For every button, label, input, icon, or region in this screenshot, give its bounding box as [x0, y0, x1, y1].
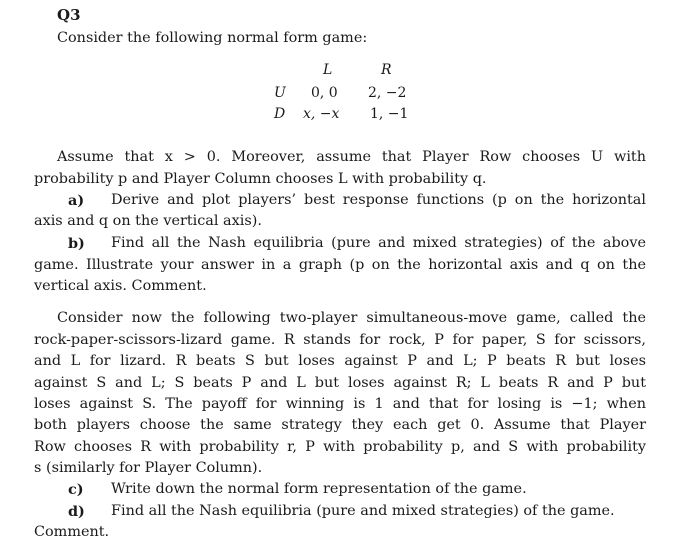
para2-line: and L for lizard. R beats S but loses against P and L; P beats R but loses	[34, 353, 646, 369]
part-c-text: Write down the normal form representation of the game.	[111, 481, 527, 497]
para2-line: against S and L; S beats P and L but loses against R; L beats R and P but	[34, 375, 646, 391]
para2-line: rock-paper-scissors-lizard game. R stands for rock, P for paper, S for scissors,	[34, 332, 646, 348]
part-d-text: Find all the Nash equilibria (pure and mixed strategies) of the game.	[111, 503, 615, 519]
cell-d-r: 1, −1	[370, 106, 409, 122]
part-a-label: a)	[68, 192, 85, 209]
para2-line: Consider now the following two-player simultaneous-move game, called the	[57, 310, 646, 326]
part-c-label: c)	[68, 481, 84, 498]
part-b-line: game. Illustrate your answer in a graph (p on the horizontal axis and q on the	[34, 257, 646, 273]
para2-line: Row chooses R with probability r, P with probability p, and S with probability	[34, 439, 646, 455]
part-a-line: Derive and plot players’ best response functions (p on the horizontal	[111, 192, 646, 208]
cell-d-l: x, −x	[303, 106, 340, 122]
para1-line: probability p and Player Column chooses L with probability q.	[34, 171, 487, 187]
part-a-line: axis and q on the vertical axis).	[34, 213, 262, 229]
part-d-label: d)	[68, 503, 85, 520]
question-intro: Consider the following normal form game:	[57, 30, 368, 46]
row-label-u: U	[274, 85, 286, 101]
closing-comment: Comment.	[34, 524, 110, 540]
para2-line: loses against S. The payoff for winning is 1 and that for losing is −1; when	[34, 396, 646, 412]
para2-line: s (similarly for Player Column).	[34, 460, 263, 476]
part-b-line: Find all the Nash equilibria (pure and mixed strategies) of the above	[111, 235, 646, 251]
cell-u-r: 2, −2	[368, 85, 407, 101]
para1-line: Assume that x > 0. Moreover, assume that Player Row chooses U with	[57, 149, 646, 165]
para2-line: both players choose the same strategy they each get 0. Assume that Player	[34, 417, 646, 433]
part-b-label: b)	[68, 235, 85, 252]
row-label-d: D	[274, 106, 286, 122]
cell-u-l: 0, 0	[311, 85, 338, 101]
part-b-line: vertical axis. Comment.	[34, 278, 207, 294]
col-label-r: R	[381, 62, 392, 78]
question-title: Q3	[57, 6, 81, 24]
col-label-l: L	[323, 62, 333, 78]
